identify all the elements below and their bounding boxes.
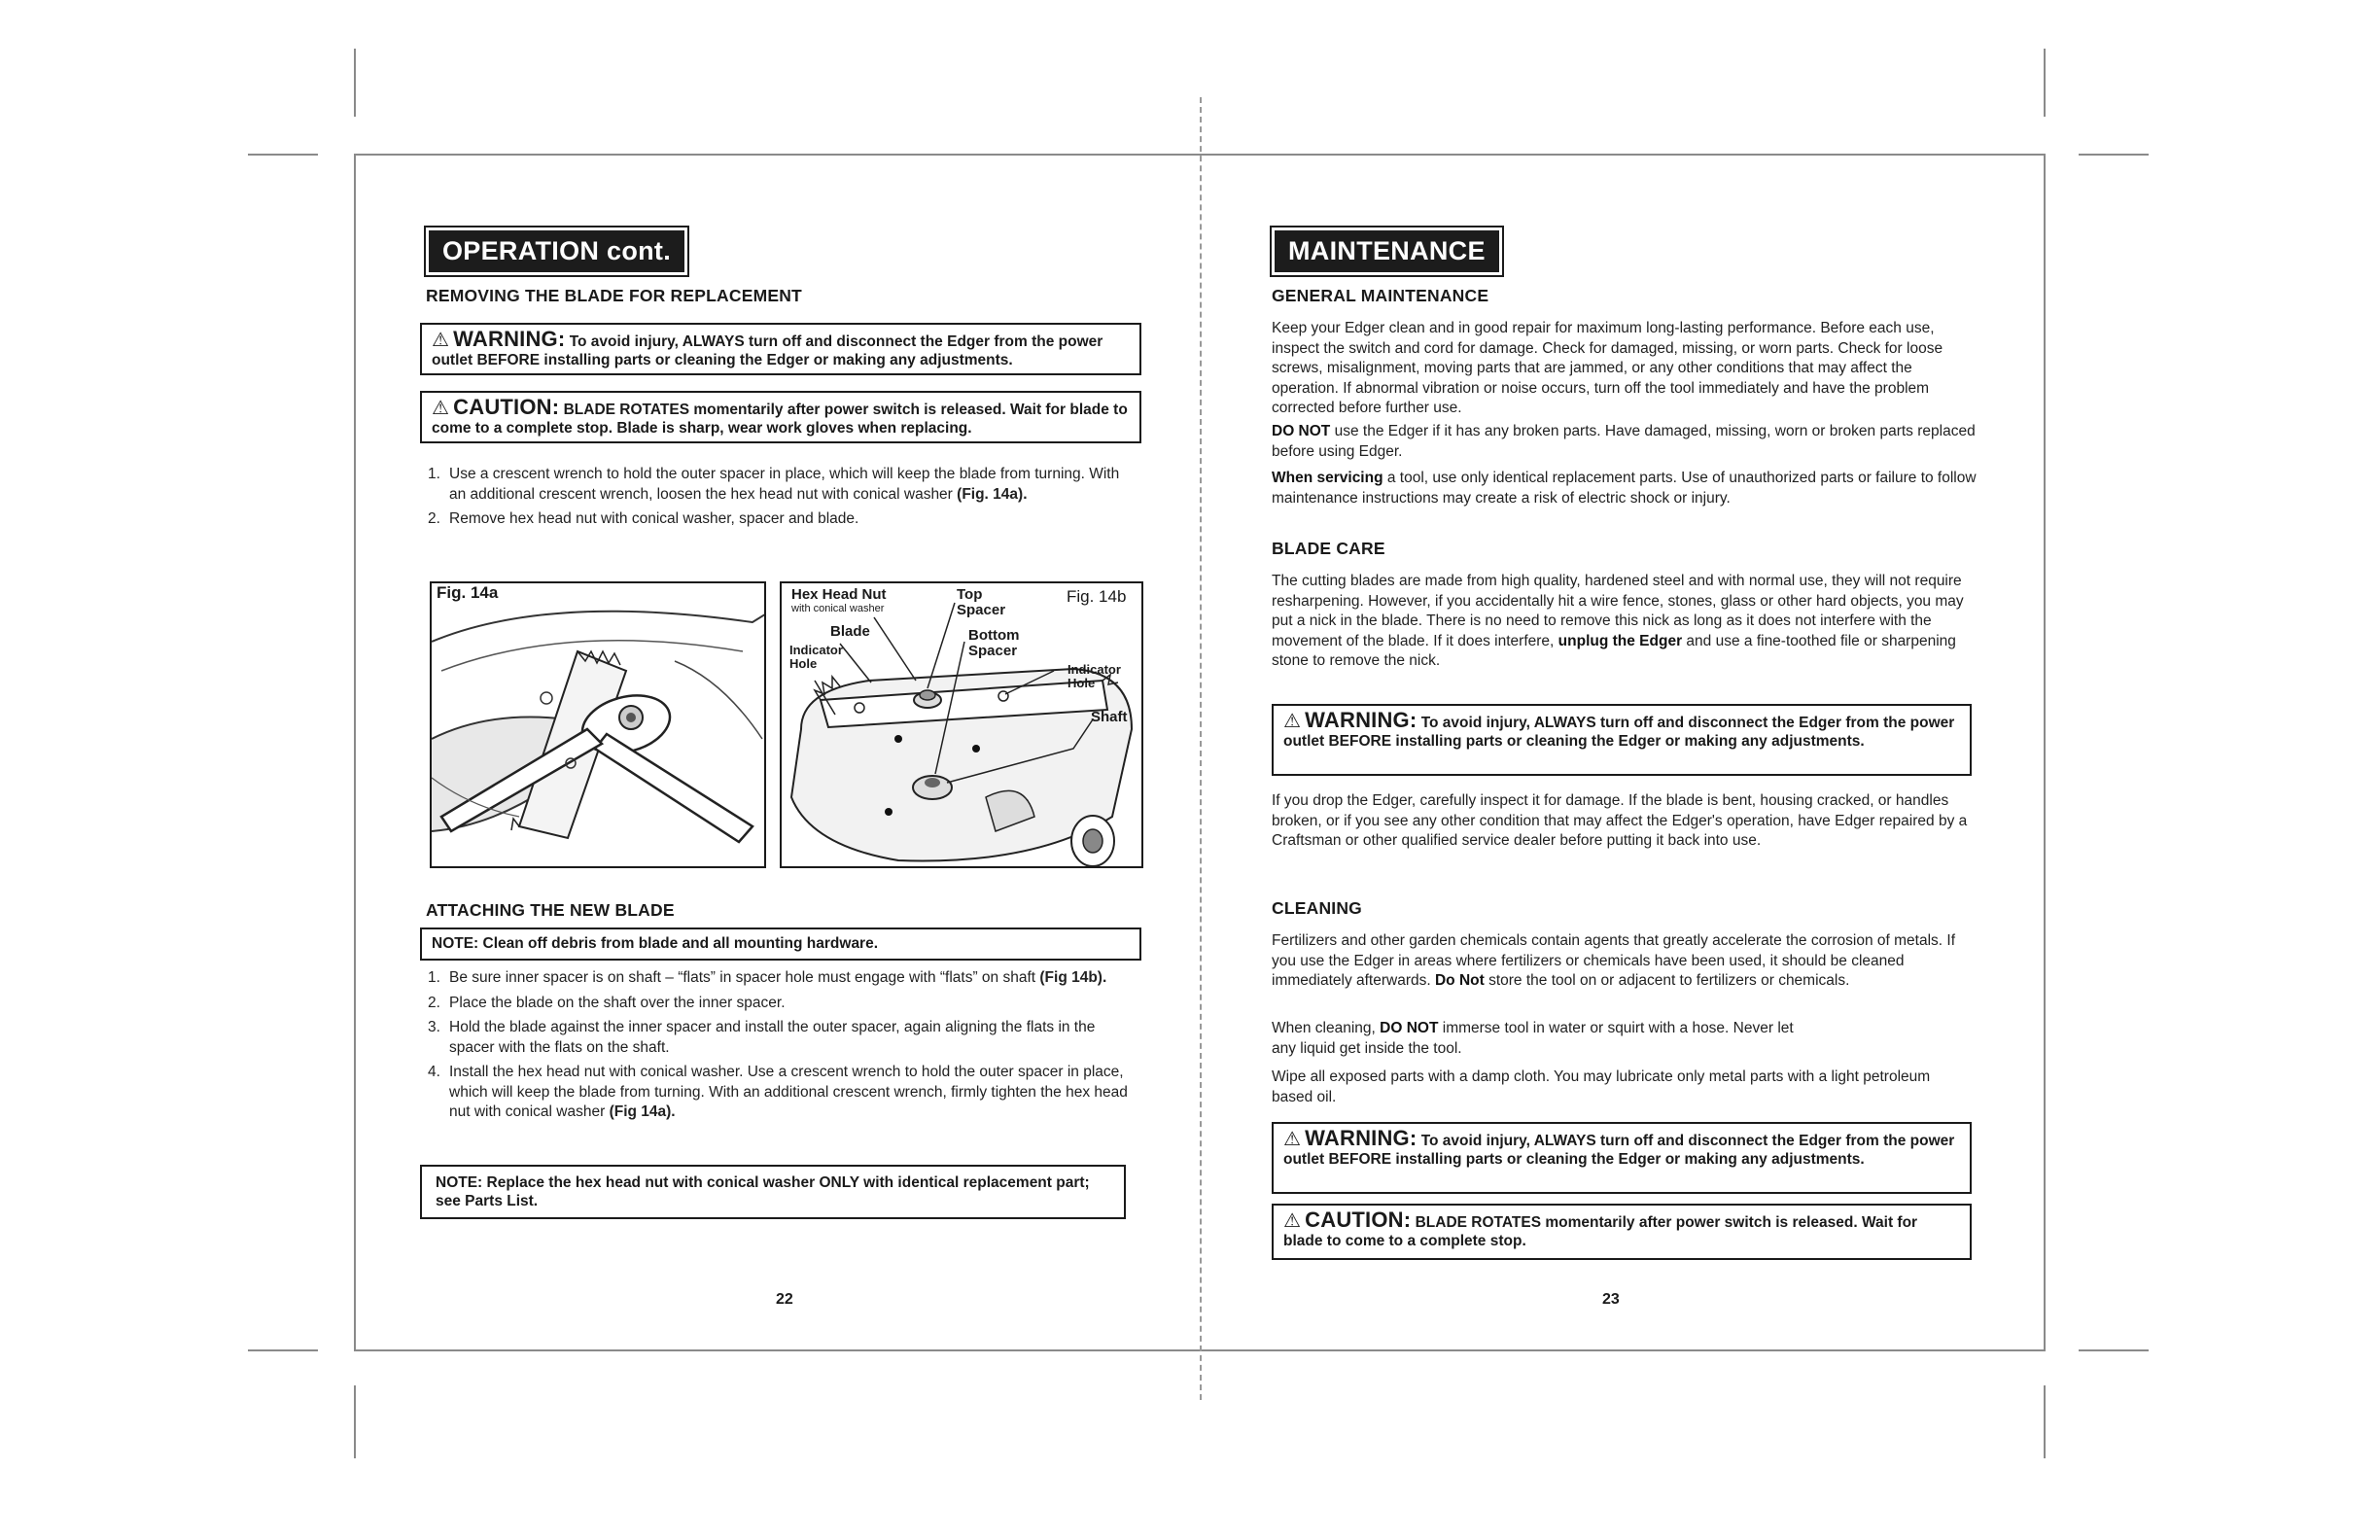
attaching-blade-heading: ATTACHING THE NEW BLADE: [426, 900, 675, 920]
crop-mark-bottom-right-v: [2044, 1385, 2046, 1458]
crop-mark-right-bottom-h: [2079, 1349, 2149, 1351]
maintenance-banner: MAINTENANCE: [1272, 228, 1502, 275]
list-item: 2. Remove hex head nut with conical washer, spacer and blade.: [428, 510, 859, 527]
crop-mark-right-top-h: [2079, 154, 2149, 156]
callout-shaft: Shaft: [1091, 709, 1128, 725]
warning-text: To avoid injury, ALWAYS turn off and disconnect the Edger from the power outlet BEFORE installing parts or cleaning the Edger or making any adjustments.: [1283, 1133, 1955, 1168]
figure-14a-label: Fig. 14a: [434, 583, 501, 603]
caution-box-left: [420, 391, 1141, 443]
cleaning-paragraph-1: Fertilizers and other garden chemicals contain agents that greatly accelerate the corrosion of metals. If you use the Edger in areas where fertilizers or chemicals have been used, it should be cleaned immediately afterwards. Do Not store the tool on or adjacent to fertilizers or chemicals.: [1272, 932, 1956, 989]
attach-steps-list: [428, 968, 1138, 1128]
figure-14a-illustration: [432, 583, 766, 868]
center-fold-line: [1200, 97, 1202, 1400]
general-paragraph-3: When servicing a tool, use only identical replacement parts. Use of unauthorized parts or failure to follow maintenance instructions may create a risk of electric shock or injury.: [1272, 470, 1977, 507]
warning-box-left: [420, 323, 1141, 375]
removing-blade-heading: REMOVING THE BLADE FOR REPLACEMENT: [426, 286, 802, 305]
warning-box-right-2: [1272, 1122, 1972, 1194]
callout-top-spacer: Top Spacer: [957, 586, 1006, 618]
figure-14b-label: Fig. 14b: [1064, 587, 1129, 607]
general-maintenance-heading: GENERAL MAINTENANCE: [1272, 286, 1489, 305]
list-item: 1. Use a crescent wrench to hold the outer spacer in place, which will keep the blade from turning. With an additional crescent wrench, loosen the hex head nut with conical washer (Fig. 14a).: [428, 466, 1120, 503]
caution-title: CAUTION:: [453, 395, 560, 419]
list-item: 3. Hold the blade against the inner spacer and install the outer spacer, again aligning the flats in the spacer with the flats on the shaft.: [428, 1019, 1096, 1056]
callout-hex-head-nut: Hex Head Nut with conical washer: [791, 586, 887, 614]
callout-blade: Blade: [830, 623, 870, 640]
crop-mark-left-bottom-h: [248, 1349, 318, 1351]
caution-text: BLADE ROTATES momentarily after power switch is released. Wait for blade to come to a complete stop.: [1283, 1214, 1918, 1249]
warning-triangle-icon: ⚠: [1283, 711, 1302, 732]
warning-triangle-icon: ⚠: [1283, 1129, 1302, 1150]
warning-text: To avoid injury, ALWAYS turn off and disconnect the Edger from the power outlet BEFORE installing parts or cleaning the Edger or making any adjustments.: [432, 333, 1103, 368]
note-clean-debris: NOTE: Clean off debris from blade and all mounting hardware.: [420, 928, 1141, 961]
crop-mark-bottom-left-v: [354, 1385, 356, 1458]
callout-indicator-hole-left: Indicator Hole: [789, 643, 843, 671]
figure-14b: [780, 581, 1143, 868]
list-item: 1. Be sure inner spacer is on shaft – “flats” in spacer hole must engage with “flats” on shaft (Fig 14b).: [428, 969, 1107, 986]
warning-text: To avoid injury, ALWAYS turn off and disconnect the Edger from the power outlet BEFORE installing parts or cleaning the Edger or making any adjustments.: [1283, 715, 1955, 750]
caution-title: CAUTION:: [1305, 1208, 1412, 1232]
caution-triangle-icon: ⚠: [1283, 1210, 1302, 1232]
callout-indicator-hole-right: Indicator Hole: [1068, 662, 1121, 690]
callout-bottom-spacer: Bottom Spacer: [968, 627, 1020, 659]
cleaning-paragraph-2: When cleaning, DO NOT immerse tool in water or squirt with a hose. Never let any liquid get inside the tool.: [1272, 1020, 1794, 1057]
warning-title: WARNING:: [453, 327, 566, 351]
caution-text: BLADE ROTATES momentarily after power switch is released. Wait for blade to come to a complete stop. Blade is sharp, wear work gloves when replacing.: [432, 402, 1128, 437]
crop-mark-left-top-h: [248, 154, 318, 156]
list-item: 4. Install the hex head nut with conical washer. Use a crescent wrench to hold the outer spacer in place, which will keep the blade from turning. With an additional crescent wrench, firmly tighten the hex head nut with conical washer (Fig 14a).: [428, 1064, 1128, 1120]
note-replace-hex-nut: NOTE: Replace the hex head nut with conical washer ONLY with identical replacement part; see Parts List.: [420, 1165, 1126, 1219]
cleaning-paragraph-3: Wipe all exposed parts with a damp cloth. You may lubricate only metal parts with a light petroleum based oil.: [1272, 1068, 1931, 1105]
page-number-right: 23: [1602, 1291, 1620, 1308]
drop-inspection-paragraph: If you drop the Edger, carefully inspect it for damage. If the blade is bent, housing cracked, or handles broken, or if you see any other condition that may affect the Edger's operation, have Edger repaired by a Craftsman or other qualified service dealer before putting it back into use.: [1272, 792, 1968, 849]
list-item: 2. Place the blade on the shaft over the inner spacer.: [428, 994, 786, 1011]
general-paragraph-1: Keep your Edger clean and in good repair for maximum long-lasting performance. Before each use, inspect the switch and cord for damage. Check for damaged, missing, or worn parts. Check for loose screws, misalignment, moving parts that are jammed, or any other conditions that may affect the operation. If abnormal vibration or noise occurs, turn off the tool immediately and have the problem corrected before further use.: [1272, 320, 1943, 416]
page-number-left: 22: [776, 1291, 793, 1308]
warning-title: WARNING:: [1305, 1126, 1418, 1150]
caution-triangle-icon: ⚠: [432, 398, 450, 419]
warning-box-right-1: [1272, 704, 1972, 776]
warning-triangle-icon: ⚠: [432, 330, 450, 351]
cleaning-heading: CLEANING: [1272, 898, 1362, 918]
figure-14a: [430, 581, 766, 868]
crop-mark-top-right-v: [2044, 49, 2046, 117]
warning-title: WARNING:: [1305, 708, 1418, 732]
caution-box-right: [1272, 1204, 1972, 1260]
blade-care-paragraph: The cutting blades are made from high quality, hardened steel and with normal use, they will not require resharpening. However, if you accidentally hit a wire fence, stones, glass or other hard objects, you may put a nick in the blade. There is no need to remove this nick as long as it does not interfere with the movement of the blade. If it does interfere, unplug the Edger and use a fine-toothed file or sharpening stone to remove the nick.: [1272, 573, 1964, 669]
remove-steps-list: [428, 465, 1138, 535]
blade-care-heading: BLADE CARE: [1272, 539, 1385, 558]
operation-banner: OPERATION cont.: [426, 228, 687, 275]
general-paragraph-2: DO NOT use the Edger if it has any broken parts. Have damaged, missing, worn or broken parts replaced before using Edger.: [1272, 423, 1976, 460]
crop-mark-top-left-v: [354, 49, 356, 117]
